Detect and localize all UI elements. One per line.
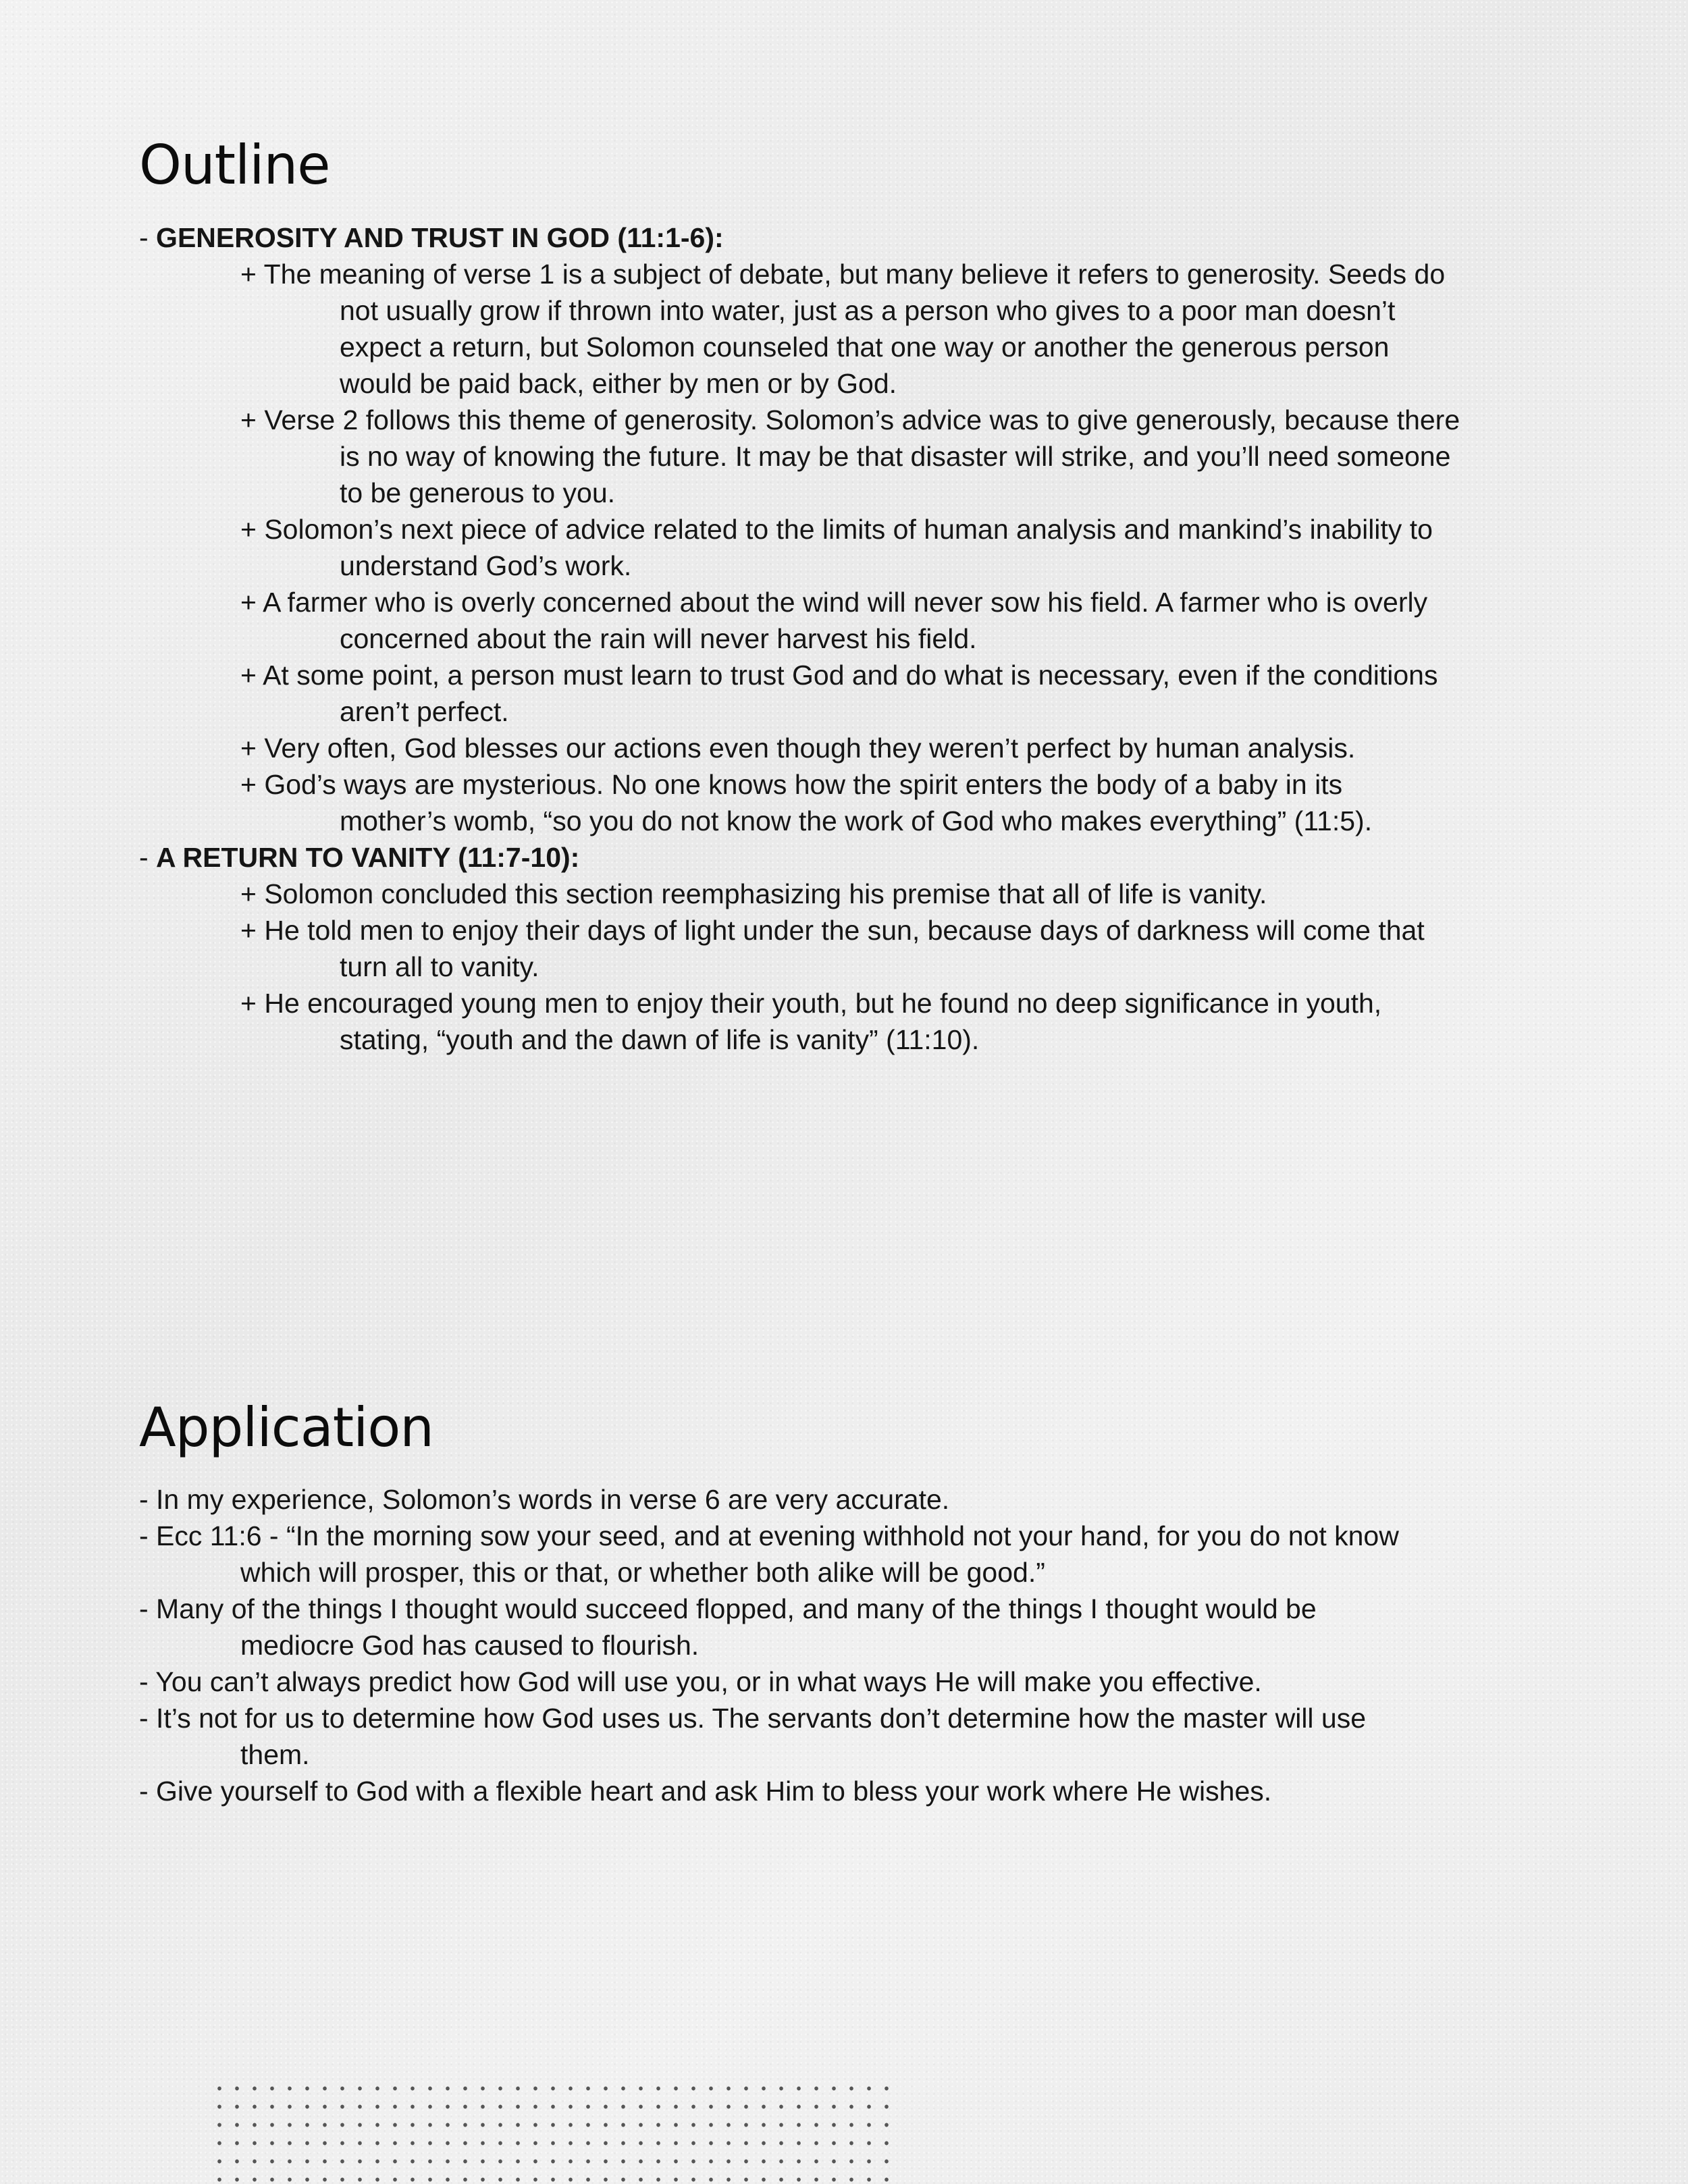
application-item: - Ecc 11:6 - “In the morning sow your seed, and at evening withhold not your hand, for you do not know (139, 1520, 1399, 1551)
outline-point-continuation: mother’s womb, “so you do not know the work of God who makes everything” (11:5). (340, 805, 1373, 836)
outline-content (139, 219, 1564, 1058)
outline-section-heading-text: GENEROSITY AND TRUST IN GOD (11:1-6): (156, 222, 724, 253)
outline-section-heading: - A RETURN TO VANITY (11:7-10): (139, 842, 580, 873)
outline-point: + Solomon’s next piece of advice related to the limits of human analysis and mankind’s inability to (240, 514, 1433, 545)
outline-point-continuation: stating, “youth and the dawn of life is vanity” (11:10). (340, 1024, 980, 1055)
outline-point: + He encouraged young men to enjoy their youth, but he found no deep significance in youth, (240, 988, 1382, 1019)
outline-point-continuation: to be generous to you. (340, 477, 616, 508)
outline-point-continuation: expect a return, but Solomon counseled that one way or another the generous person (340, 331, 1390, 363)
outline-point-continuation: concerned about the rain will never harvest his field. (340, 623, 977, 654)
outline-point-continuation: understand God’s work. (340, 550, 632, 581)
application-item: - Give yourself to God with a flexible heart and ask Him to bless your work where He wishes. (139, 1776, 1272, 1807)
outline-section-heading: - GENEROSITY AND TRUST IN GOD (11:1-6): (139, 222, 724, 253)
outline-point: + Solomon concluded this section reemphasizing his premise that all of life is vanity. (240, 878, 1267, 909)
outline-point: + He told men to enjoy their days of light under the sun, because days of darkness will come that (240, 915, 1425, 946)
outline-point: + Very often, God blesses our actions even though they weren’t perfect by human analysis. (240, 733, 1356, 764)
application-item: - Many of the things I thought would succeed flopped, and many of the things I thought would be (139, 1593, 1317, 1624)
decorative-dot-grid (211, 2079, 899, 2184)
application-item-continuation: them. (240, 1739, 310, 1770)
application-item: - In my experience, Solomon’s words in verse 6 are very accurate. (139, 1484, 950, 1515)
outline-point: + Verse 2 follows this theme of generosity. Solomon’s advice was to give generously, because there (240, 404, 1460, 435)
outline-point: + At some point, a person must learn to trust God and do what is necessary, even if the conditions (240, 660, 1438, 691)
outline-point-continuation: not usually grow if thrown into water, just as a person who gives to a poor man doesn’t (340, 295, 1396, 326)
outline-point-continuation: is no way of knowing the future. It may be that disaster will strike, and you’ll need someone (340, 441, 1451, 472)
outline-section-heading-text: A RETURN TO VANITY (11:7-10): (156, 842, 580, 873)
application-title: Application (139, 1396, 433, 1459)
application-item-continuation: which will prosper, this or that, or whether both alike will be good.” (240, 1557, 1045, 1588)
outline-point-continuation: turn all to vanity. (340, 951, 539, 982)
application-item: - It’s not for us to determine how God uses us. The servants don’t determine how the master will use (139, 1703, 1367, 1734)
outline-point-continuation: would be paid back, either by men or by God. (340, 368, 897, 399)
outline-point-continuation: aren’t perfect. (340, 696, 509, 727)
outline-title: Outline (139, 134, 330, 196)
outline-point: + God’s ways are mysterious. No one knows how the spirit enters the body of a baby in its (240, 769, 1343, 800)
outline-point: + A farmer who is overly concerned about the wind will never sow his field. A farmer who is overly (240, 587, 1428, 618)
outline-point: + The meaning of verse 1 is a subject of debate, but many believe it refers to generosity. Seeds do (240, 259, 1446, 290)
application-item: - You can’t always predict how God will use you, or in what ways He will make you effective. (139, 1666, 1262, 1697)
application-content (139, 1481, 1564, 1809)
application-item-continuation: mediocre God has caused to flourish. (240, 1630, 700, 1661)
